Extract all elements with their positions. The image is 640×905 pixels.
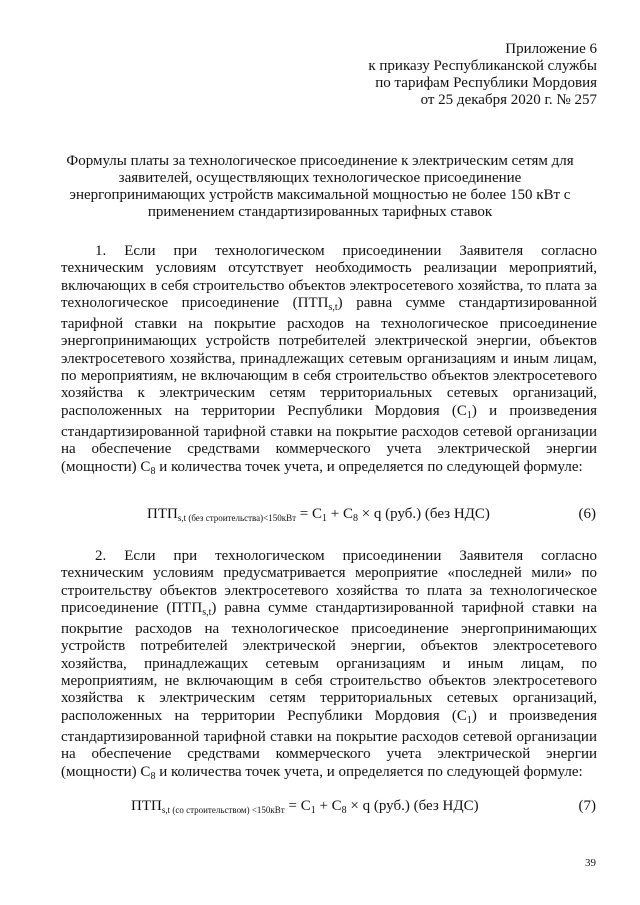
formula-subscript: 8 [352,513,358,524]
annex-header [368,41,597,109]
formula-lhs-subscript: s,t (со строительством) <150кВт [161,805,285,815]
formula-lhs: ПТП [147,506,178,522]
subscript: s,t [328,301,338,313]
formula-rhs: × q (руб.) (без НДС) [346,798,479,814]
formula-lhs: ПТП [131,798,162,814]
annex-line: от 25 декабря 2020 г. № 257 [420,92,597,108]
paragraph-text: и количества точек учета, и определяется по следующей формуле: [155,458,583,475]
formula-lhs-subscript: s,t (без строительства)<150кВт [177,513,297,523]
page-number: 39 [585,857,596,869]
formula-rhs: × q (руб.) (без НДС) [357,506,490,522]
formula-rhs: + С [315,798,342,814]
paragraph-text: ) и произведения стандартизированной тарифной ставки на покрытие расходов сетевой организации на обеспечение средствами коммерческого учета электрической энергии (мощности) С [61,402,597,475]
paragraph-text: ) равна сумме стандартизированной тарифной ставки на покрытие расходов на технологическое присоединение энергопринимающих устройств потребителей электрической энергии, объектов электросетевого хозяйства, принадлежащих сетевым организациям и иным лицам, по мероприятиям, не включающим в себя строительство объектов электросетевого хозяйства к электрическим сетям территориальных сетевых организаций, расположенных на территории Республики Мордовия (С [61,294,597,419]
paragraph-text: ) равна сумме стандартизированной тарифной ставки на покрытие расходов на технологическое присоединение энергопринимающих устройств потребителей электрической энергии, объектов электросетевого хозяйства, принадлежащих сетевым организациям и иным лицам, по мероприятиям, не включающим в себя строительство объектов электросетевого хозяйства к электрическим сетям территориальных сетевых организаций, расположенных на территории Республики Мордовия (С [61,599,597,724]
paragraph-1 [61,243,597,480]
subscript: 8 [150,770,156,782]
title-line: применением стандартизированных тарифных ставок [147,204,493,220]
title-line: энергопринимающих устройств максимальной мощностью не более 150 кВт с [69,187,571,203]
paragraph-text: и количества точек учета, и определяется по следующей формуле: [155,763,583,780]
title-line: заявителей, осуществляющих технологическое присоединение [118,170,522,186]
title-line: Формулы платы за технологическое присоединение к электрическим сетям для [66,153,574,169]
formula-expression [147,505,490,528]
annex-line: к приказу Республиканской службы [368,58,597,74]
annex-line: по тарифам Республики Мордовия [375,75,597,91]
formula-rhs: = С [284,798,311,814]
formula-expression [131,797,479,820]
paragraph-text: ) и произведения стандартизированной тарифной ставки на покрытие расходов сетевой организации на обеспечение средствами коммерческого учета электрической энергии (мощности) С [61,707,597,780]
subscript: 1 [466,714,472,726]
formula-number: (7) [578,798,596,814]
formula-number: (6) [578,506,596,522]
subscript: 1 [466,409,472,421]
formula-rhs: + С [326,506,353,522]
subscript: 8 [150,465,156,477]
paragraph-text: 2. Если при технологическом присоединении Заявителя согласно техническим условиям предусматривается мероприятие «последней мили» по строительству объектов электросетевого хозяйства то плата за технологическое присоединение (ПТП [61,548,597,616]
annex-line: Приложение 6 [505,41,597,57]
paragraph-2 [61,548,597,785]
formula-subscript: 1 [310,805,316,816]
document-title [60,153,580,221]
formula-subscript: 8 [341,805,347,816]
paragraph-text: 1. Если при технологическом присоединении Заявителя согласно техническим условиям отсутствует необходимость реализации мероприятий, включающих в себя строительство объектов электросетевого хозяйства, то плата за технологическое присоединение (ПТП [61,243,597,311]
formula-subscript: 1 [321,513,327,524]
formula-rhs: = С [296,506,322,522]
subscript: s,t [202,606,212,618]
